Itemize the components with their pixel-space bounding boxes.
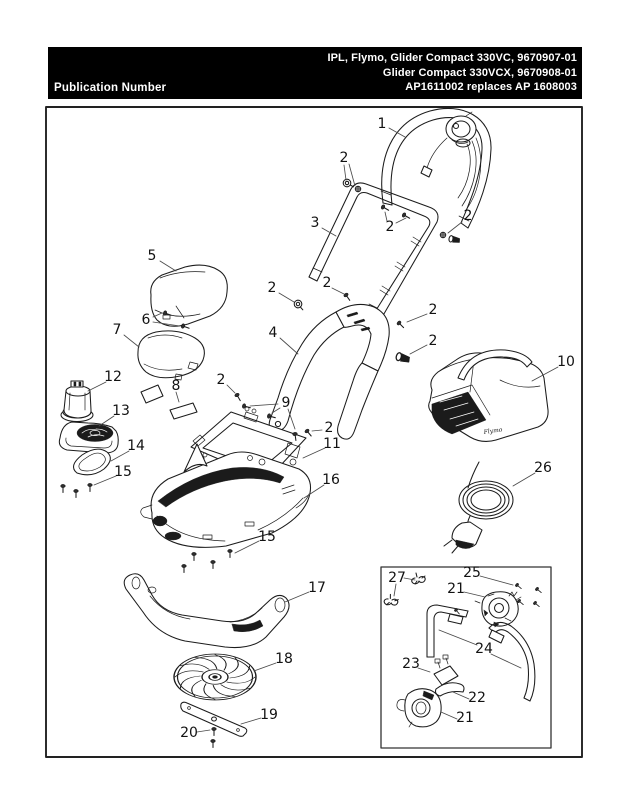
part-12-motor: [61, 381, 93, 422]
callout-12: 12: [104, 369, 122, 385]
callout-leader-22: [453, 692, 469, 699]
callout-leader-2: [312, 430, 322, 431]
callout-22: 22: [468, 690, 486, 706]
callout-9: 9: [281, 395, 291, 411]
callout-14: 14: [127, 438, 145, 454]
callout-leader-5: [160, 261, 176, 271]
title-line-2: Glider Compact 330VCX, 9670908-01: [382, 66, 577, 79]
part-17-lower-frame: [124, 574, 289, 648]
callout-26: 26: [534, 460, 552, 476]
part-14-seal-ring: [73, 449, 110, 475]
callout-21: 21: [456, 710, 474, 726]
part-8-labels: [141, 385, 197, 419]
callout-leader-2: [448, 222, 462, 233]
callout-27: 27: [388, 570, 406, 586]
callout-1: 1: [377, 116, 387, 132]
callout-leader-2: [396, 218, 406, 223]
callout-2: 2: [463, 208, 473, 224]
callout-leader-20: [197, 730, 210, 732]
callout-8: 8: [171, 378, 181, 394]
part-18-impeller: [174, 654, 256, 700]
part-25-screws: [515, 583, 543, 608]
part-15-screws-lower: [182, 549, 233, 572]
callout-leader-2: [279, 293, 294, 302]
callout-17: 17: [308, 580, 326, 596]
callout-leader-1: [389, 128, 405, 137]
callout-leader-2: [410, 345, 427, 354]
callout-2: 2: [385, 219, 395, 235]
part-22-lever: [436, 683, 465, 696]
callout-13: 13: [112, 403, 130, 419]
callout-4: 4: [268, 325, 278, 341]
callout-leader-4: [280, 338, 298, 354]
publication-number-label: Publication Number: [54, 82, 167, 94]
callout-leader-7: [124, 335, 139, 347]
callout-leader-19: [241, 718, 261, 724]
callout-leader-2: [227, 385, 235, 393]
callout-15: 15: [258, 529, 276, 545]
callout-19: 19: [260, 707, 278, 723]
callout-3: 3: [310, 215, 320, 231]
callout-16: 16: [322, 472, 340, 488]
part-23-bracket: [434, 655, 458, 685]
callout-11: 11: [323, 436, 341, 452]
callout-2: 2: [324, 420, 334, 436]
callout-6: 6: [141, 312, 151, 328]
callout-leader-2: [407, 314, 427, 322]
part-7-front-cover: [138, 331, 204, 380]
callout-2: 2: [428, 333, 438, 349]
callout-23: 23: [402, 656, 420, 672]
callout-15: 15: [114, 464, 132, 480]
callout-leader-24: [439, 630, 477, 645]
part-21-switch-housing-bottom: [397, 689, 441, 727]
callout-leader-2: [332, 288, 344, 294]
callout-2: 2: [267, 280, 277, 296]
callout-2: 2: [322, 275, 332, 291]
callout-20: 20: [180, 725, 198, 741]
part-13-motor-mount: [59, 422, 118, 453]
callout-25: 25: [463, 565, 481, 581]
callout-7: 7: [112, 322, 122, 338]
callout-5: 5: [147, 248, 157, 264]
callout-leader-15: [94, 476, 116, 485]
callout-leader-2: [344, 165, 346, 180]
callout-2: 2: [339, 150, 349, 166]
callout-leader-21: [441, 712, 457, 719]
callout-leader-18: [254, 663, 276, 671]
part-3-lower-handle: [309, 183, 438, 319]
callout-10: 10: [557, 354, 575, 370]
callout-leader-25: [480, 576, 513, 585]
grassbox-logo: Flymo: [483, 426, 503, 436]
part-21-switch-housing-top: [475, 592, 521, 627]
part-1-upper-handle: [381, 108, 491, 228]
part-20-bolts: [211, 727, 217, 747]
callout-24: 24: [475, 641, 493, 657]
callout-leader-26: [513, 473, 535, 486]
title-line-3: AP1611002 replaces AP 1608003: [405, 81, 577, 93]
callout-18: 18: [275, 651, 293, 667]
callout-leader-17: [285, 592, 309, 602]
part-26-power-cable: [444, 462, 513, 553]
part-15-screws-upper: [61, 483, 93, 497]
part-5-motor-cover: [151, 265, 228, 326]
callout-21: 21: [447, 581, 465, 597]
callout-leader-21: [464, 592, 485, 597]
callout-2: 2: [428, 302, 438, 318]
callout-leader-11: [303, 448, 325, 458]
callout-leader-24: [491, 654, 521, 668]
part-4-handle-bracket: [269, 304, 389, 439]
title-line-1: IPL, Flymo, Glider Compact 330VC, 9670907-01: [327, 52, 577, 64]
part-10-grassbox: [429, 350, 548, 442]
callout-2: 2: [216, 372, 226, 388]
callout-leader-9: [250, 404, 278, 406]
